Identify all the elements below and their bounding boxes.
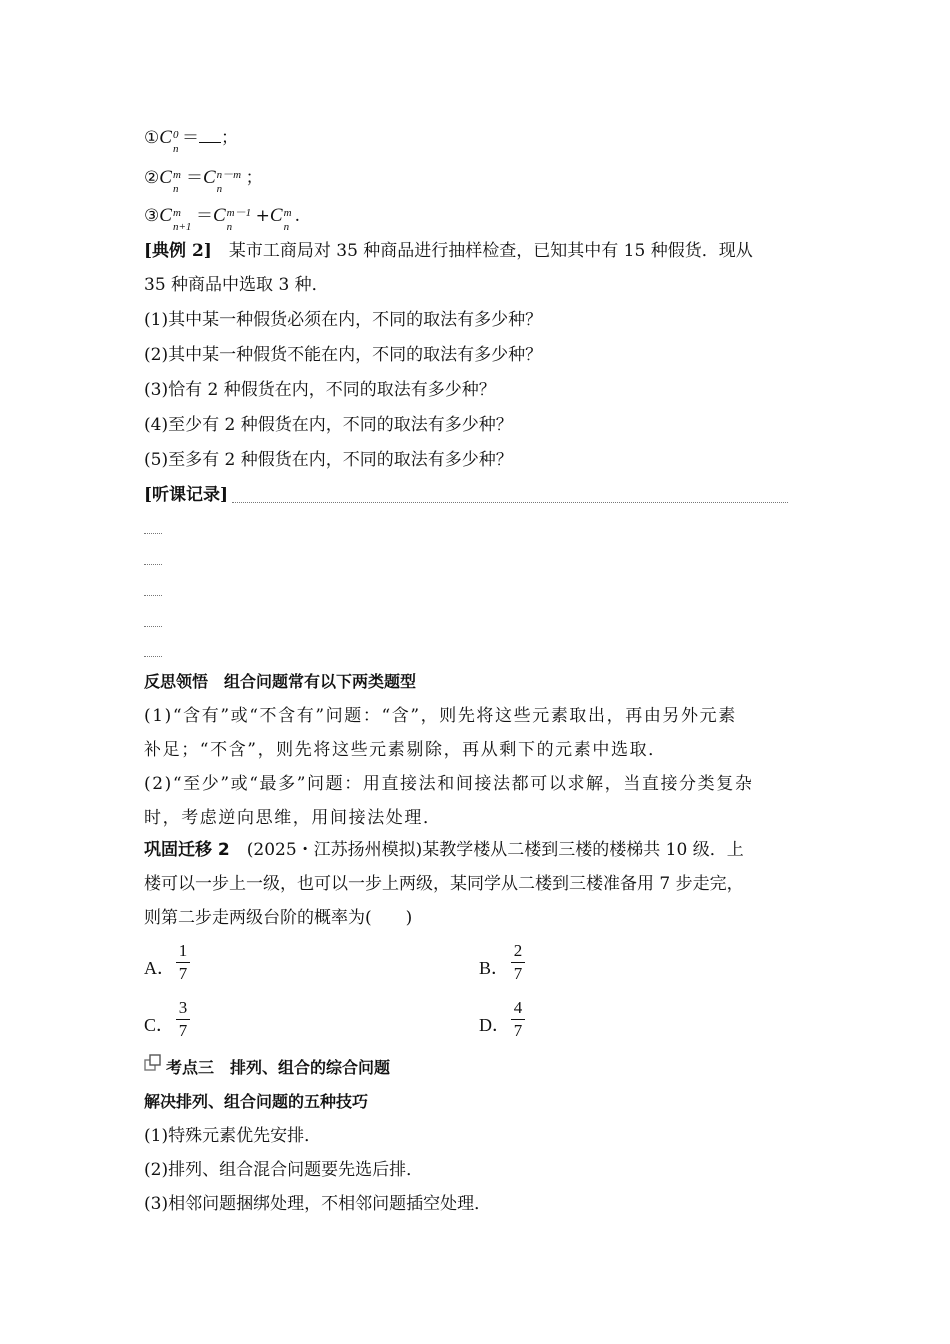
fraction-bar [511, 1019, 525, 1020]
note-line[interactable] [144, 626, 162, 627]
reflection-paragraph-1-line-2: 补足；“不含”，则先将这些元素剔除，再从剩下的元素中选取． [144, 740, 667, 760]
technique-1: (1)特殊元素优先安排． [144, 1126, 322, 1146]
practice-text: 某教学楼从二楼到三楼的楼梯共 10 级．上 [422, 840, 744, 860]
reflection-paragraph-2-line-2: 时，考虑逆向思维，用间接法处理． [144, 808, 442, 828]
option-c-fraction[interactable] [176, 998, 190, 1041]
example-label: [典例 2] [144, 241, 212, 261]
formula-3 [144, 204, 300, 233]
question-2: (2)其中某一种假货不能在内，不同的取法有多少种？ [144, 345, 543, 365]
example-2-line-2: 35 种商品中选取 3 种． [144, 275, 329, 295]
superscript: m [172, 207, 181, 219]
option-b-letter[interactable]: B． [479, 958, 510, 978]
practice-2-line-1 [144, 838, 744, 862]
numerator: 2 [513, 941, 523, 960]
question-4: (4)至少有 2 种假货在内，不同的取法有多少种？ [144, 415, 513, 435]
option-c-letter[interactable]: C． [144, 1015, 175, 1035]
semicolon: ； [220, 128, 238, 148]
option-b-fraction[interactable] [511, 941, 525, 984]
note-line[interactable] [144, 533, 162, 534]
technique-3: (3)相邻问题捆绑处理，不相邻问题插空处理． [144, 1194, 492, 1214]
combination-symbol: C [159, 127, 172, 148]
combination-symbol: C [269, 205, 283, 226]
reflection-paragraph-1-line-1: (1)“含有”或“不含有”问题：“含”，则先将这些元素取出，再由另外元素 [144, 706, 737, 726]
subscript: n [172, 143, 179, 155]
combination-symbol: C [202, 167, 216, 188]
question-1: (1)其中某一种假货必须在内，不同的取法有多少种？ [144, 310, 543, 330]
formula-2 [144, 166, 263, 195]
reflection-title: 反思领悟 组合问题常有以下两类题型 [144, 672, 417, 691]
denominator: 7 [178, 964, 188, 983]
subscript: n+1 [172, 221, 192, 233]
subscript: n [216, 183, 223, 195]
note-line[interactable] [144, 656, 162, 657]
superscript: m [172, 169, 181, 181]
plus-sign: + [255, 206, 270, 226]
fraction-bar [511, 962, 525, 963]
script-pair [172, 166, 186, 195]
equals-sign: ＝ [181, 128, 199, 148]
equals-sign: ＝ [195, 206, 213, 226]
superscript: 0 [172, 129, 179, 141]
combination-symbol: C [159, 167, 172, 188]
period: . [294, 206, 300, 226]
question-3: (3)恰有 2 种假货在内，不同的取法有多少种？ [144, 380, 496, 400]
script-pair [216, 166, 246, 195]
semicolon: ； [245, 168, 263, 188]
reflection-paragraph-2-line-1: (2)“至少”或“最多”问题：用直接法和间接法都可以求解，当直接分类复杂 [144, 774, 754, 794]
section-3-subtitle: 解决排列、组合问题的五种技巧 [144, 1092, 369, 1111]
denominator: 7 [513, 1021, 523, 1040]
subscript: n [172, 183, 179, 195]
practice-source: (2025・江苏扬州模拟) [246, 840, 423, 860]
script-pair [226, 204, 256, 233]
circled-number-3: ③ [144, 206, 160, 226]
circled-number-1: ① [144, 128, 160, 148]
note-line[interactable] [144, 595, 162, 596]
option-d-fraction[interactable] [511, 998, 525, 1041]
denominator: 7 [178, 1021, 188, 1040]
option-d-letter[interactable]: D． [479, 1015, 510, 1035]
section-3-title: 考点三 排列、组合的综合问题 [166, 1058, 391, 1077]
example-2-line-1 [144, 239, 753, 263]
practice-2-line-2: 楼可以一步上一级，也可以一步上两级，某同学从二楼到三楼准备用 7 步走完， [144, 874, 744, 894]
question-5: (5)至多有 2 种假货在内，不同的取法有多少种？ [144, 450, 513, 470]
section-icon [144, 1054, 162, 1072]
fraction-bar [176, 1019, 190, 1020]
combination-symbol: C [159, 205, 172, 226]
practice-2-line-3: 则第二步走两级台阶的概率为( ) [144, 908, 413, 928]
denominator: 7 [513, 964, 523, 983]
subscript: n [226, 221, 233, 233]
numerator: 3 [178, 998, 188, 1017]
numerator: 1 [178, 941, 188, 960]
superscript: m－1 [226, 207, 252, 219]
option-a-fraction[interactable] [176, 941, 190, 984]
subscript: n [283, 221, 290, 233]
superscript: n－m [216, 169, 242, 181]
combination-symbol: C [212, 205, 226, 226]
practice-label: 巩固迁移 2 [144, 840, 230, 860]
script-pair [172, 126, 182, 155]
equals-sign: ＝ [185, 168, 203, 188]
formula-1 [144, 126, 238, 155]
numerator: 4 [513, 998, 523, 1017]
superscript: m [283, 207, 292, 219]
option-a-letter[interactable]: A． [144, 958, 175, 978]
example-text: 某市工商局对 35 种商品进行抽样检查，已知其中有 15 种假货．现从 [228, 241, 753, 261]
script-pair [172, 204, 196, 233]
notes-label: [听课记录] [144, 485, 229, 505]
technique-2: (2)排列、组合混合问题要先选后排． [144, 1160, 424, 1180]
note-line[interactable] [232, 502, 788, 503]
circled-number-2: ② [144, 168, 160, 188]
fill-in-blank[interactable] [199, 126, 221, 143]
fraction-bar [176, 962, 190, 963]
note-line[interactable] [144, 564, 162, 565]
script-pair [283, 204, 295, 233]
